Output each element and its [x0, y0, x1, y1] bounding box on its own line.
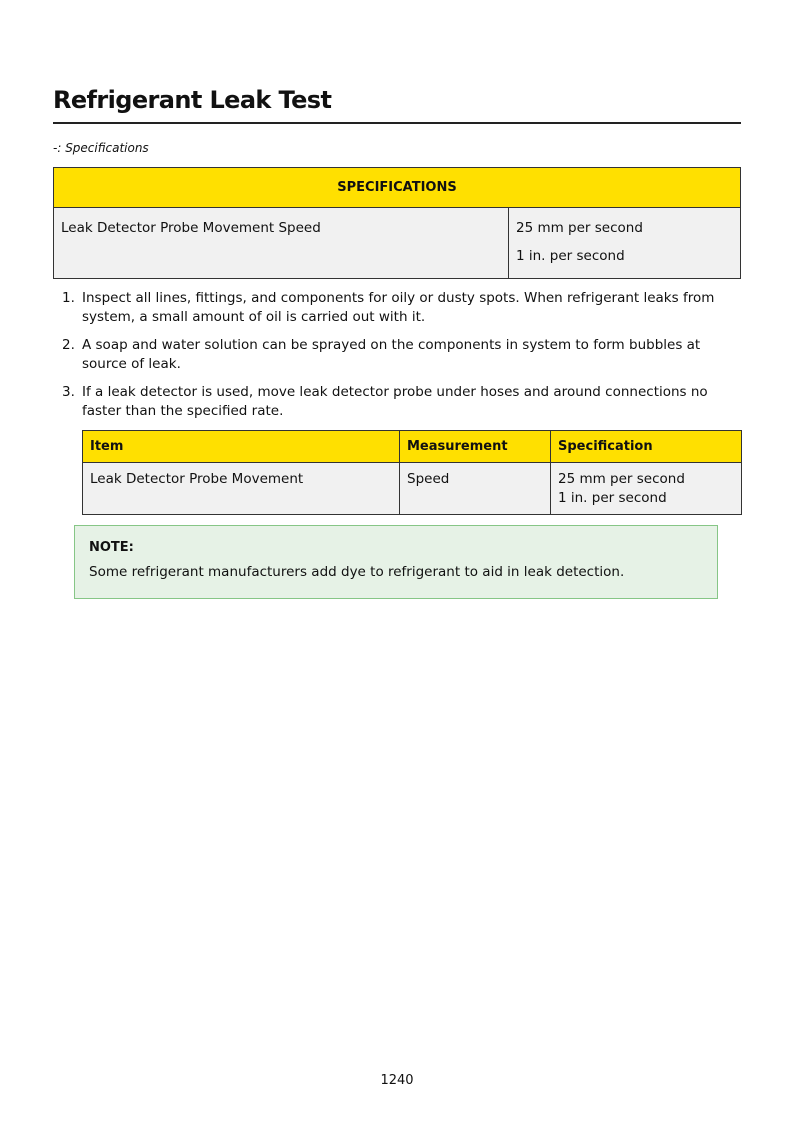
- measurement-table: [82, 430, 742, 515]
- step-item: [62, 336, 742, 374]
- title-divider: [53, 122, 741, 124]
- specification-metric: 25 mm per second: [558, 471, 685, 487]
- note-text: Some refrigerant manufacturers add dye to refrigerant to aid in leak detection.: [89, 564, 625, 580]
- page-number: 1240: [380, 1073, 414, 1088]
- table-row: [83, 463, 742, 515]
- section-subtitle: -: Specifications: [53, 141, 149, 155]
- step-text: If a leak detector is used, move leak detector probe under hoses and around connections no faster than the specified rate.: [82, 384, 708, 419]
- step-item: [62, 289, 742, 327]
- item-cell: Leak Detector Probe Movement: [83, 463, 400, 515]
- step-text: A soap and water solution can be sprayed on the components in system to form bubbles at source of leak.: [82, 337, 701, 372]
- spec-value-imperial: 1 in. per second: [516, 248, 625, 264]
- specification-cell: [551, 463, 742, 515]
- spec-label: Leak Detector Probe Movement Speed: [61, 220, 321, 236]
- specifications-header: SPECIFICATIONS: [54, 168, 741, 208]
- column-header-specification: Specification: [551, 431, 742, 463]
- step-number: 3.: [62, 384, 75, 400]
- table-row: [54, 208, 741, 279]
- spec-value-metric: 25 mm per second: [516, 220, 643, 236]
- page-title: Refrigerant Leak Test: [53, 86, 332, 114]
- column-header-measurement: Measurement: [400, 431, 551, 463]
- column-header-item: Item: [83, 431, 400, 463]
- step-number: 2.: [62, 337, 75, 353]
- measurement-cell: Speed: [400, 463, 551, 515]
- spec-value-cell: [509, 208, 741, 279]
- table-header-row: [54, 168, 741, 208]
- note-label: NOTE:: [89, 540, 134, 555]
- specifications-table: [53, 167, 741, 279]
- procedure-steps: [62, 289, 742, 430]
- specification-imperial: 1 in. per second: [558, 490, 667, 506]
- spec-label-cell: [54, 208, 509, 279]
- table-header-row: [83, 431, 742, 463]
- note-box: [74, 525, 718, 599]
- step-text: Inspect all lines, fittings, and components for oily or dusty spots. When refrigerant leaks from system, a small amount of oil is carried out with it.: [82, 290, 715, 325]
- step-item: [62, 383, 742, 421]
- step-number: 1.: [62, 290, 75, 306]
